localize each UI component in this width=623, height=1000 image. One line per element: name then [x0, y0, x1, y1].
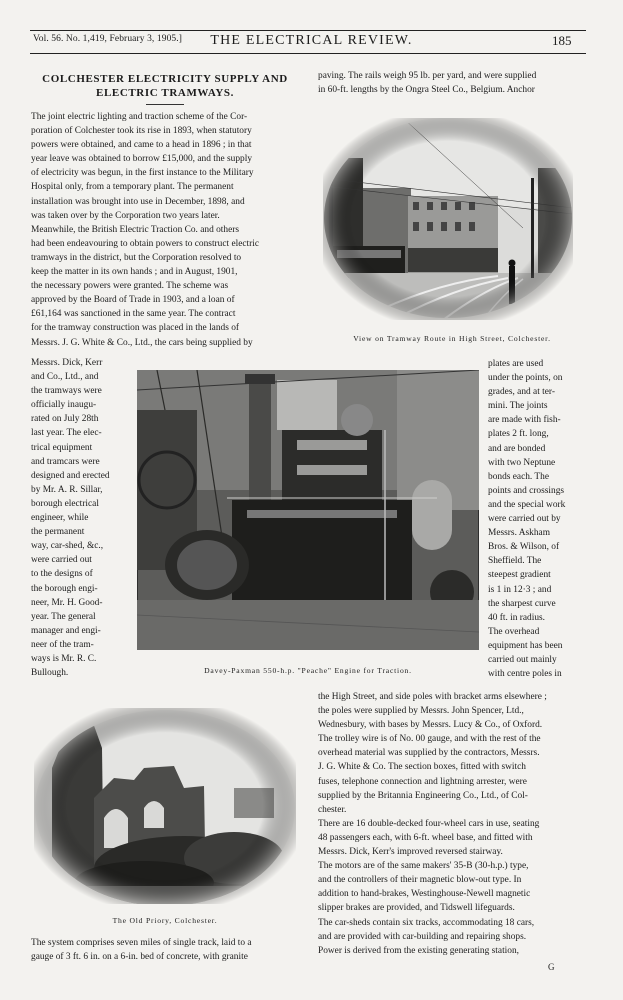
text-line: keep the matter in its own hands ; and in August, 1901,: [31, 267, 238, 278]
text-line: grades, and at ter-: [488, 387, 555, 398]
text-line: with centre poles in: [488, 669, 562, 680]
text-line: Bullough.: [31, 668, 69, 679]
text-line: trical equipment: [31, 442, 93, 453]
text-line: year leave was obtained to borrow £15,000, and the supply: [31, 154, 253, 165]
text-line: in 60-ft. lengths by the Ongra Steel Co., Belgium. Anchor: [318, 85, 535, 96]
text-line: the poles were supplied by Messrs. John Spencer, Ltd.,: [318, 706, 524, 717]
header-rule-top: [30, 30, 586, 31]
text-line: rated on July 28th: [31, 414, 99, 425]
text-line: year. The general: [31, 611, 96, 622]
issue-line: Vol. 56. No. 1,419, February 3, 1905.]: [33, 34, 183, 44]
page-number: 185: [552, 33, 572, 48]
tramway-caption: View on Tramway Route in High Street, Colchester.: [353, 334, 551, 343]
text-line: and tramcars were: [31, 456, 100, 467]
text-line: the tramways were: [31, 386, 102, 397]
text-line: and are provided with car-building and repairing shops.: [318, 931, 527, 942]
text-line: the sharpest curve: [488, 598, 556, 609]
text-line: paving. The rails weigh 95 lb. per yard, and were supplied: [318, 71, 537, 81]
text-line: officially inaugu-: [31, 400, 97, 411]
tramway-photo: [323, 118, 573, 320]
text-line: addition to hand-brakes, Westinghouse-Newell magnetic: [318, 889, 531, 900]
text-line: plates are used: [488, 359, 544, 369]
priory-photo: [34, 708, 296, 904]
text-line: and the controllers of their magnetic blow-out type. In: [318, 875, 522, 886]
text-line: Messrs. Askham: [488, 528, 550, 539]
text-line: for the tramway construction was placed in the lands of: [31, 323, 240, 334]
text-line: is 1 in 12·3 ; and: [488, 584, 552, 595]
text-line: The trolley wire is of No. 00 gauge, and with the rest of the: [318, 734, 541, 745]
journal-title: THE ELECTRICAL REVIEW.: [210, 33, 413, 48]
text-line: Messrs. J. G. White & Co., Ltd., the cars being supplied by: [31, 337, 253, 348]
column2-narrow-text: [488, 357, 586, 681]
text-line: mini. The joints: [488, 401, 548, 412]
text-line: are made with fish-: [488, 415, 561, 426]
text-line: fuses, telephone connection and lightning arrester, were: [318, 776, 527, 787]
text-line: of electricity was begun, in the first instance to the Military: [31, 168, 254, 179]
text-line: steepest gradient: [488, 570, 551, 581]
text-line: neer, Mr. H. Good-: [31, 597, 103, 608]
text-line: £61,164 was sanctioned in the same year. The contract: [31, 309, 236, 320]
column2-bottom-text: [318, 690, 586, 958]
text-line: points and crossings: [488, 485, 565, 496]
text-line: chester.: [318, 804, 347, 815]
text-line: borough electrical: [31, 498, 99, 509]
text-line: J. G. White & Co. The section boxes, fitted with switch: [318, 762, 526, 773]
text-line: The joint electric lighting and traction scheme of the Cor-: [31, 112, 248, 122]
text-line: There are 16 double-decked four-wheel cars in use, seating: [318, 818, 540, 829]
text-line: slipper brakes are provided, and Tidswell lifeguards.: [318, 903, 515, 914]
text-line: The car-sheds contain six tracks, accommodating 18 cars,: [318, 917, 535, 928]
text-line: had been endeavouring to obtain powers to construct electric: [31, 238, 260, 249]
column1-bottom-text: [31, 936, 299, 964]
text-line: were carried out by: [488, 514, 561, 525]
text-line: gauge of 3 ft. 6 in. on a 6-in. bed of concrete, with granite: [31, 952, 248, 963]
header-rule-bottom: [30, 53, 586, 54]
article-title-line2: ELECTRIC TRAMWAYS.: [96, 87, 234, 99]
text-line: way, car-shed, &c.,: [31, 541, 104, 552]
text-line: Hospital only, from a temporary plant. The permanent: [31, 182, 234, 193]
text-line: poration of Colchester took its rise in 1893, when statutory: [31, 126, 252, 137]
text-line: The system comprises seven miles of single track, laid to a: [31, 938, 252, 948]
text-line: bonds each. The: [488, 471, 550, 482]
priory-caption: The Old Priory, Colchester.: [112, 916, 218, 925]
signature-mark: G: [548, 962, 555, 972]
text-line: Bros. & Wilson, of: [488, 542, 560, 553]
text-line: by Mr. A. R. Sillar,: [31, 484, 103, 495]
text-line: plates 2 ft. long,: [488, 429, 549, 440]
text-line: manager and engi-: [31, 625, 101, 636]
engine-caption: Davey-Paxman 550-h.p. "Peache" Engine for Traction.: [204, 666, 412, 675]
text-line: and the special work: [488, 499, 566, 510]
text-line: ways is Mr. R. C.: [31, 653, 97, 664]
column2-top-text: [318, 69, 586, 97]
text-line: powers were obtained, and came to a head in 1896 ; in that: [31, 140, 252, 151]
text-line: Wednesbury, with bases by Messrs. Lucy & Co., of Oxford.: [318, 720, 543, 731]
column1-narrow-text: [31, 356, 131, 680]
text-line: Messrs. Dick, Kerr: [31, 358, 103, 368]
text-line: designed and erected: [31, 470, 110, 481]
text-line: the High Street, and side poles with bracket arms elsewhere ;: [318, 692, 547, 702]
text-line: the borough engi-: [31, 583, 98, 594]
text-line: approved by the Board of Trade in 1903, and a loan of: [31, 295, 235, 306]
text-line: the permanent: [31, 527, 85, 538]
text-line: to the designs of: [31, 569, 93, 580]
text-line: The overhead: [488, 626, 540, 637]
text-line: Sheffield. The: [488, 556, 542, 567]
text-line: and are bonded: [488, 443, 546, 454]
text-line: was taken over by the Corporation two years later.: [31, 210, 220, 221]
text-line: tramways in the district, but the Corporation resolved to: [31, 252, 242, 263]
text-line: The motors are of the same makers' 35-B (30-h.p.) type,: [318, 861, 529, 872]
column1-text: [31, 110, 299, 350]
text-line: Messrs. Dick, Kerr's improved reversed stairway.: [318, 847, 503, 858]
title-rule: [146, 104, 184, 105]
text-line: under the points, on: [488, 373, 563, 384]
text-line: supplied by the Britannia Engineering Co., Ltd., of Col-: [318, 790, 528, 801]
text-line: equipment has been: [488, 640, 563, 651]
text-line: and Co., Ltd., and: [31, 372, 99, 383]
article-title-line1: COLCHESTER ELECTRICITY SUPPLY AND: [42, 73, 288, 85]
text-line: were carried out: [31, 555, 92, 566]
text-line: Meanwhile, the British Electric Traction Co. and others: [31, 224, 240, 235]
engine-photo: [137, 370, 479, 650]
text-line: last year. The elec-: [31, 428, 102, 439]
text-line: neer of the tram-: [31, 639, 94, 650]
text-line: with two Neptune: [488, 457, 556, 468]
text-line: installation was brought into use in December, 1898, and: [31, 196, 245, 207]
text-line: 40 ft. in radius.: [488, 612, 546, 623]
text-line: engineer, while: [31, 513, 89, 524]
text-line: overhead material was supplied by the contractors, Messrs.: [318, 748, 540, 759]
text-line: carried out mainly: [488, 654, 557, 665]
text-line: 48 passengers each, with 6-ft. wheel base, and fitted with: [318, 832, 533, 843]
text-line: Power is derived from the existing generating station,: [318, 945, 519, 956]
text-line: the necessary powers were granted. The scheme was: [31, 281, 229, 292]
